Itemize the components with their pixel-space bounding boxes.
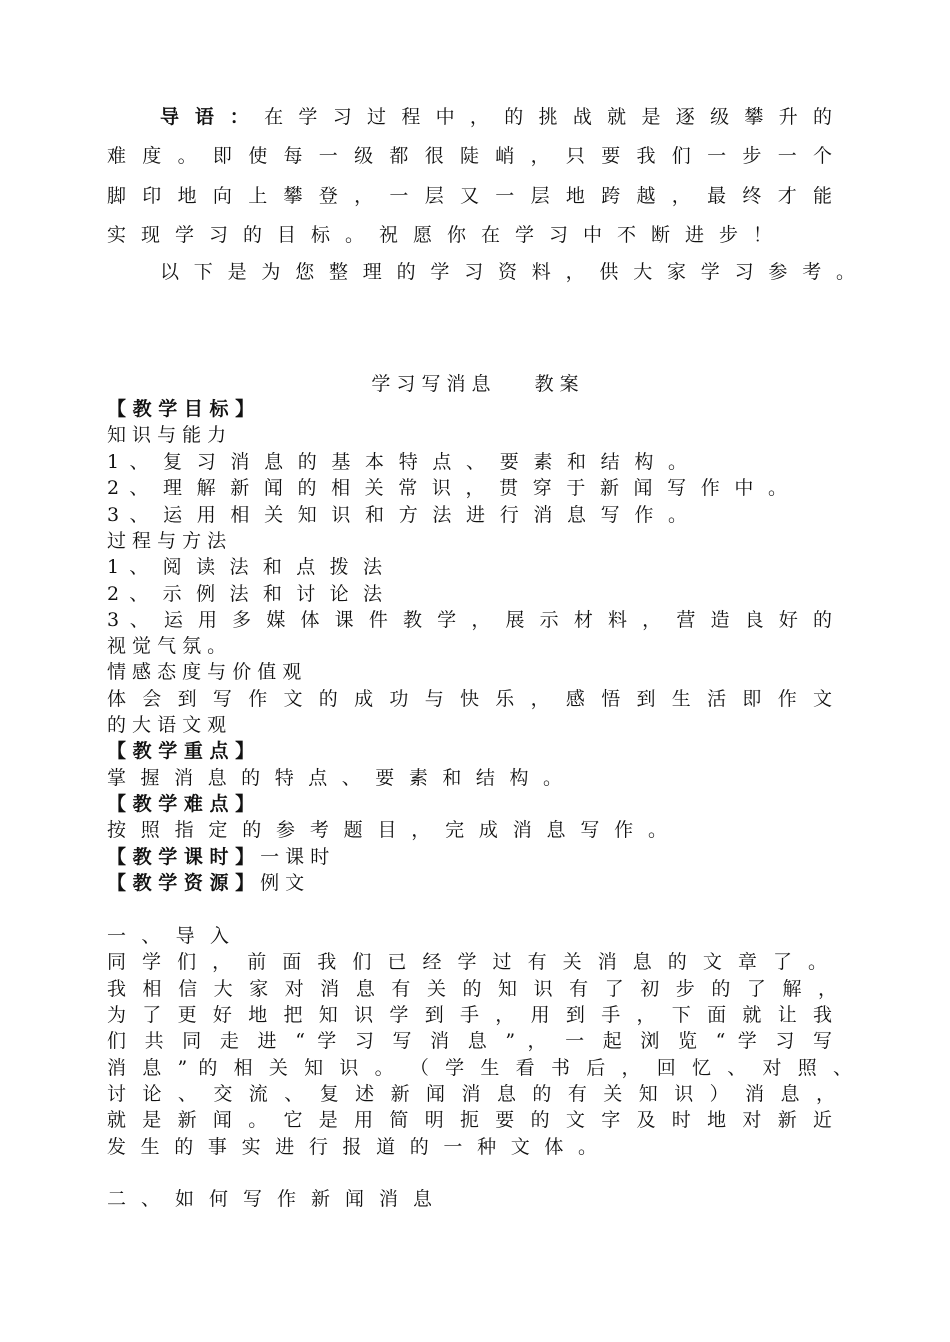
resources-heading: 【 教 学 资 源 】 — [107, 872, 255, 894]
goals-heading: 【 教 学 目 标 】 — [107, 398, 255, 420]
resources-line — [107, 870, 304, 896]
key-point-heading: 【 教 学 重 点 】 — [107, 740, 255, 762]
emotion-heading: 情 感 态 度 与 价 值 观 — [107, 661, 302, 683]
emotion-line-1: 体 会 到 写 作 文 的 成 功 与 快 乐 ， 感 悟 到 生 活 即 作 文 — [107, 688, 832, 710]
class-hours-text: 一 课 时 — [260, 846, 330, 868]
process-item-3b: 视 觉 气 氛 。 — [107, 635, 227, 657]
part-1-line-7: 就 是 新 闻 。 它 是 用 简 明 扼 要 的 文 字 及 时 地 对 新 近 — [107, 1109, 832, 1131]
process-heading: 过 程 与 方 法 — [107, 530, 227, 552]
process-item-3a: 3 、 运 用 多 媒 体 课 件 教 学 ， 展 示 材 料 ， 营 造 良 好 的 — [107, 609, 832, 631]
part-1-line-8: 发 生 的 事 实 进 行 报 道 的 一 种 文 体 。 — [107, 1136, 597, 1158]
intro-line-4: 实 现 学 习 的 目 标 。 祝 愿 你 在 学 习 中 不 断 进 步 ！ — [107, 224, 772, 246]
part-1-line-4: 们 共 同 走 进 “ 学 习 写 消 息 ” ， 一 起 浏 览 “ 学 习 写 — [107, 1030, 832, 1052]
part-1-line-1: 同 学 们 ， 前 面 我 们 已 经 学 过 有 关 消 息 的 文 章 了 。 — [107, 951, 827, 973]
difficulty-text: 按 照 指 定 的 参 考 题 目 ， 完 成 消 息 写 作 。 — [107, 819, 667, 841]
process-item-2: 2 、 示 例 法 和 讨 论 法 — [107, 583, 382, 605]
intro-line-1-text: 在 学 习 过 程 中 ， 的 挑 战 就 是 逐 级 攀 升 的 — [264, 106, 833, 128]
intro-line-5: 以 下 是 为 您 整 理 的 学 习 资 料 ， 供 大 家 学 习 参 考 。 — [160, 261, 855, 283]
knowledge-item-1: 1 、 复 习 消 息 的 基 本 特 点 、 要 素 和 结 构 。 — [107, 451, 687, 473]
intro-line-3: 脚 印 地 向 上 攀 登 ， 一 层 又 一 层 地 跨 越 ， 最 终 才 能 — [107, 185, 832, 207]
difficulty-heading: 【 教 学 难 点 】 — [107, 793, 255, 815]
intro-label: 导 语 ： — [160, 106, 254, 128]
key-point-text: 掌 握 消 息 的 特 点 、 要 素 和 结 构 。 — [107, 767, 562, 789]
document-title: 学 习 写 消 息 教 案 — [371, 373, 579, 395]
part-1-heading: 一 、 导 入 — [107, 925, 229, 947]
part-1-line-5: 消 息 ” 的 相 关 知 识 。 （ 学 生 看 书 后 ， 回 忆 、 对 照 、 — [107, 1057, 852, 1079]
class-hours-heading: 【 教 学 课 时 】 — [107, 846, 255, 868]
part-1-line-6: 讨 论 、 交 流 、 复 述 新 闻 消 息 的 有 关 知 识 ） 消 息 ， — [107, 1083, 835, 1105]
class-hours-line — [107, 844, 329, 870]
knowledge-item-2: 2 、 理 解 新 闻 的 相 关 常 识 ， 贯 穿 于 新 闻 写 作 中 。 — [107, 477, 787, 499]
emotion-line-2: 的 大 语 文 观 — [107, 714, 227, 736]
intro-line-2: 难 度 。 即 使 每 一 级 都 很 陡 峭 ， 只 要 我 们 一 步 一 个 — [107, 145, 832, 167]
part-1-line-3: 为 了 更 好 地 把 知 识 学 到 手 ， 用 到 手 ， 下 面 就 让 我 — [107, 1004, 832, 1026]
knowledge-heading: 知 识 与 能 力 — [107, 424, 227, 446]
process-item-1: 1 、 阅 读 法 和 点 拨 法 — [107, 556, 382, 578]
part-1-line-2: 我 相 信 大 家 对 消 息 有 关 的 知 识 有 了 初 步 的 了 解 ， — [107, 978, 837, 1000]
intro-line-1 — [160, 104, 832, 130]
knowledge-item-3: 3 、 运 用 相 关 知 识 和 方 法 进 行 消 息 写 作 。 — [107, 504, 687, 526]
resources-text: 例 文 — [260, 872, 305, 894]
part-2-heading: 二 、 如 何 写 作 新 闻 消 息 — [107, 1188, 432, 1210]
